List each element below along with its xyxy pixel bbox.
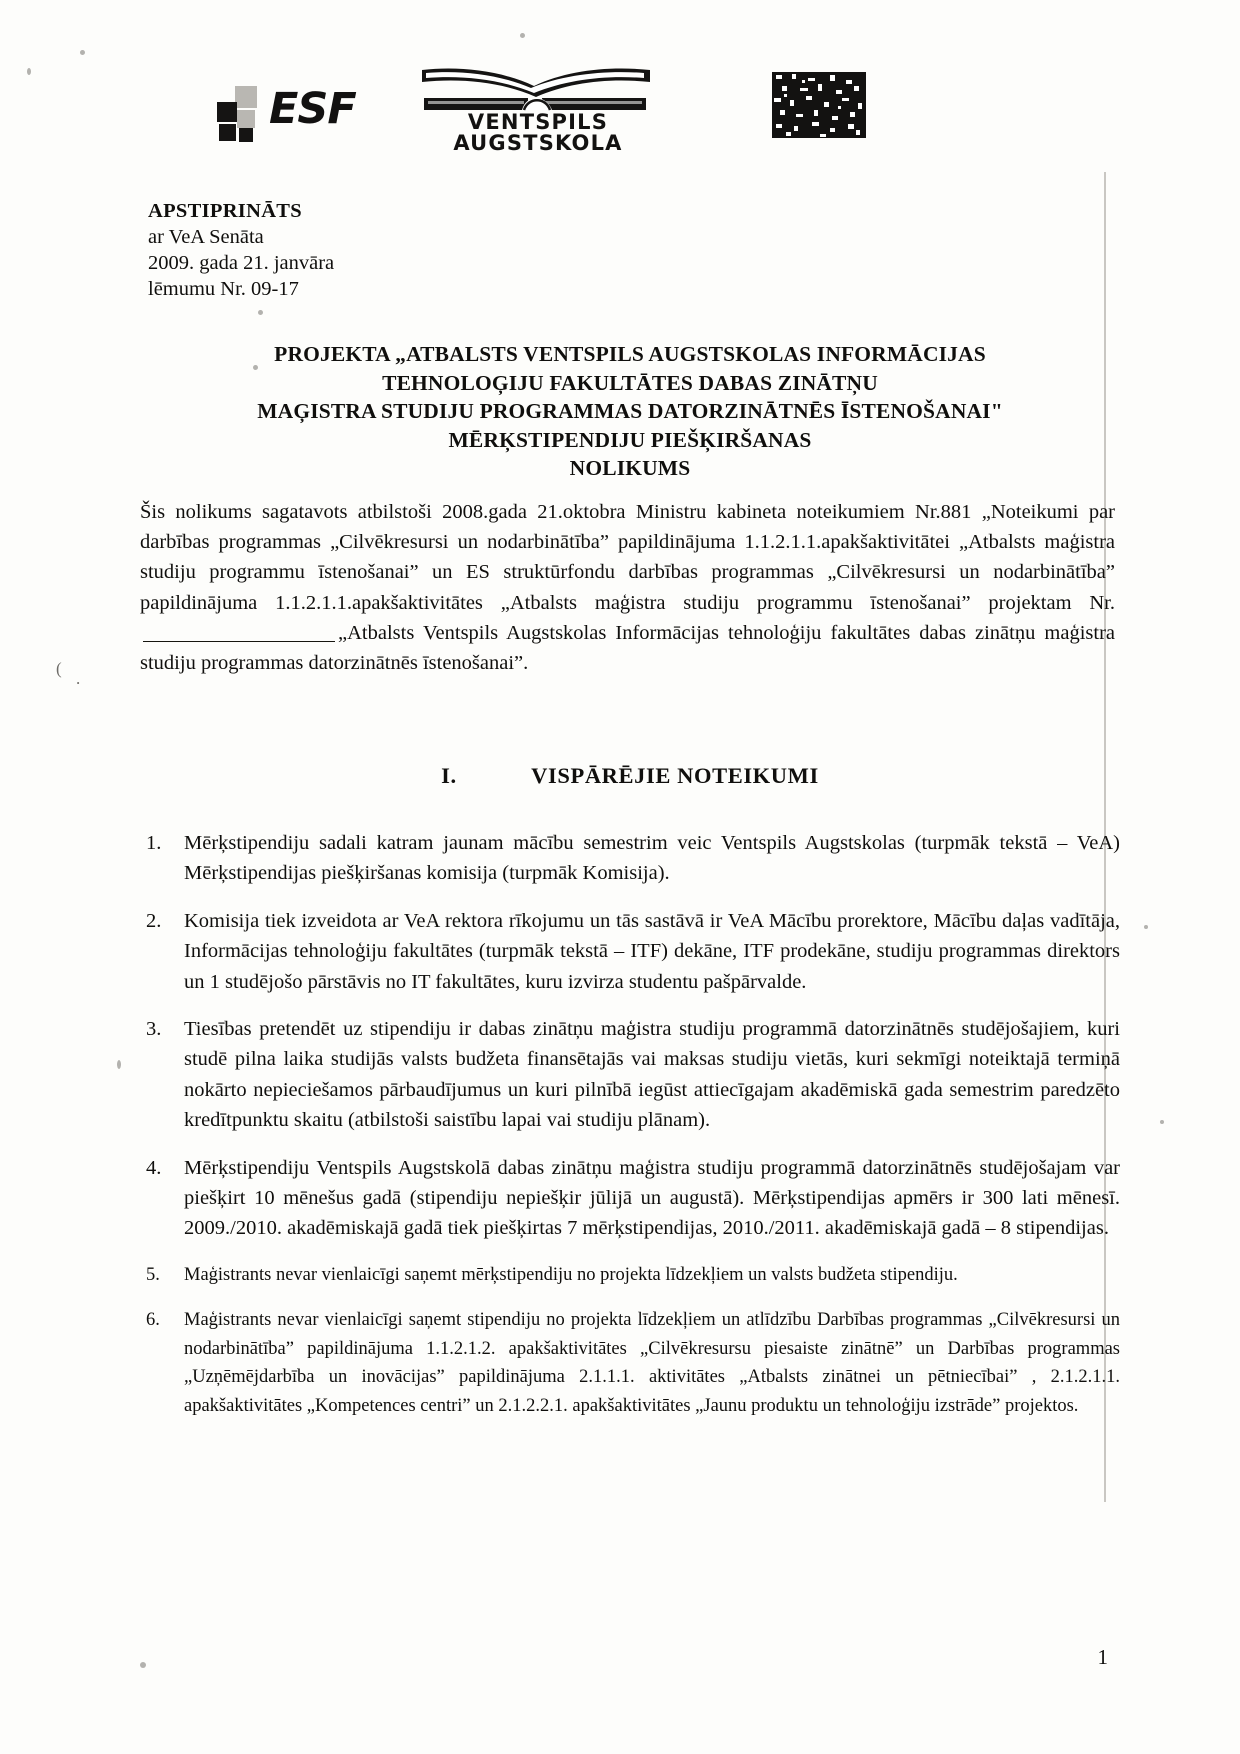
intro-paragraph — [140, 497, 1115, 678]
clause-item — [140, 1261, 1120, 1289]
approval-authority: ar VeA Senāta — [148, 226, 264, 248]
scan-speck — [1144, 925, 1148, 929]
document-title-line-5: NOLIKUMS — [569, 456, 691, 480]
clause-item — [140, 1014, 1120, 1136]
clause-number: 2. — [146, 909, 162, 932]
clause-number: 5. — [146, 1264, 160, 1285]
clause-number: 6. — [146, 1310, 160, 1331]
scan-speck — [1160, 1120, 1164, 1124]
ventspils-augstskola-logo — [418, 64, 658, 155]
eu-emblem-noise — [772, 72, 866, 138]
section-heading-text: VISPĀRĒJIE NOTEIKUMI — [531, 763, 819, 788]
intro-text-part-2: „Atbalsts Ventspils Augstskolas Informācijas tehnoloģiju fakultātes dabas zinātņu maģistra studiju programmas datorzinātnēs īstenošanai”. — [140, 621, 1115, 675]
esf-logo-text: ESF — [269, 84, 356, 134]
approval-heading: APSTIPRINĀTS — [148, 200, 302, 222]
clause-text: Komisija tiek izveidota ar VeA rektora rīkojumu un tās sastāvā ir VeA Mācību prorektore, Mācību daļas vadītāja, Informācijas tehnoloģiju fakultātes (turpmāk tekstā – ITF) dekāne, ITF prodekāne, studiju programmas direktors un 1 studējošo pārstāvis no IT fakultātes, kuru izvirza studentu pašpārvalde. — [184, 909, 1120, 993]
page-number: 1 — [1097, 1645, 1108, 1669]
section-heading — [150, 763, 1110, 789]
approval-date: 2009. gada 21. janvāra — [148, 252, 335, 274]
scan-speck — [117, 1060, 121, 1069]
ventspils-augstskola-logo-text: VENTSPILS AUGSTSKOLA — [453, 110, 623, 155]
section-numeral: I. — [441, 763, 457, 788]
clause-text: Mērķstipendiju sadali katram jaunam mācību semestrim veic Ventspils Augstskolas (turpmāk tekstā – VeA) Mērķstipendijas piešķiršanas komisija (turpmāk Komisija). — [184, 832, 1120, 885]
document-title-line-3: MAĢISTRA STUDIJU PROGRAMMAS DATORZINĀTNĒS ĪSTENOŠANAI" — [257, 399, 1003, 423]
clause-item — [140, 1306, 1120, 1420]
scan-speck — [520, 33, 525, 38]
margin-annotation-left-2: . — [76, 669, 81, 688]
clause-number: 1. — [146, 832, 162, 854]
clause-item — [140, 828, 1120, 889]
header-logo-row — [0, 58, 1240, 154]
intro-text-part-1: Šis nolikums sagatavots atbilstoši 2008.gada 21.oktobra Ministru kabineta noteikumiem Nr.881 „Noteikumi par darbības programmas „Cilvēkresursi un nodarbinātība” papildinājuma 1.1.2.1.1.apakšaktivitātei „Atbalsts maģistra studiju programmu īstenošanai” un ES struktūrfondu darbības programmas „Cilvēkresursi un nodarbinātība” papildinājuma 1.1.2.1.1.apakšaktivitātes „Atbalsts maģistra studiju programmu īstenošanai” projektam Nr. — [140, 501, 1115, 614]
clause-number: 4. — [146, 1156, 162, 1179]
scan-speck — [80, 50, 85, 55]
scan-speck — [140, 1662, 146, 1668]
approval-decision-number: lēmumu Nr. 09-17 — [148, 278, 299, 300]
margin-annotation-left: ( — [56, 659, 62, 678]
clause-number: 3. — [146, 1018, 162, 1041]
document-title-line-1: PROJEKTA „ATBALSTS VENTSPILS AUGSTSKOLAS INFORMĀCIJAS — [274, 342, 986, 366]
clause-text: Maģistrants nevar vienlaicīgi saņemt mērķstipendiju no projekta līdzekļiem un valsts budžeta stipendiju. — [184, 1264, 958, 1285]
project-number-blank-field[interactable] — [143, 625, 335, 642]
document-title — [150, 340, 1110, 483]
document-title-line-2: TEHNOLOĢIJU FAKULTĀTES DABAS ZINĀTŅU — [382, 370, 878, 395]
clause-text: Mērķstipendiju Ventspils Augstskolā dabas zinātņu maģistra studiju programmā datorzinātnēs studējošajam var piešķirt 10 mēnešus gadā (stipendiju nepiešķir jūlijā un augustā). Mērķstipendijas apmērs ir 300 lati mēnesī. 2009./2010. akadēmiskajā gadā tiek piešķirtas 7 mērķstipendijas, 2010./2011. akadēmiskajā gadā – 8 stipendijas. — [184, 1156, 1120, 1240]
open-book-icon — [418, 64, 658, 116]
clause-item — [140, 906, 1120, 997]
document-title-line-4: MĒRĶSTIPENDIJU PIEŠĶIRŠANAS — [448, 427, 812, 452]
esf-logo — [215, 74, 385, 144]
clause-text: Maģistrants nevar vienlaicīgi saņemt stipendiju no projekta līdzekļiem un atlīdzību Darbības programmas „Cilvēkresursi un nodarbinātība” papildinājuma 1.1.2.1.2. apakšaktivitātes „Cilvēkresursu piesaiste zinātnē” un Darbības programmas „Uzņēmējdarbība un inovācijas” papildinājuma 2.1.1.1. aktivitātes „Atbalsts zinātnei un pētniecībai” , 2.1.2.1.1. apakšaktivitātes „Kompetences centri” un 2.1.2.2.1. apakšaktivitātes „Jaunu produktu un tehnoloģiju izstrāde” projektos. — [184, 1310, 1120, 1416]
approval-block — [148, 198, 568, 302]
esf-squares-icon — [217, 86, 269, 142]
clause-item — [140, 1153, 1120, 1244]
scan-speck — [258, 310, 263, 315]
clause-list — [140, 828, 1120, 1437]
clause-text: Tiesības pretendēt uz stipendiju ir dabas zinātņu maģistra studiju programmā datorzinātnēs studējošajiem, kuri studē pilna laika studijās valsts budžeta finansētajās vai maksas studiju vietās, kuri sekmīgi noteiktajā termiņā nokārto nepieciešamos pārbaudījumus un kuri pilnībā iegūst attiecīgajam akadēmiskā gada semestrim paredzēto kredītpunktu skaitu (atbilstoši saistību lapai vai studiju plānam). — [184, 1018, 1120, 1132]
eu-emblem-logo — [772, 72, 866, 138]
